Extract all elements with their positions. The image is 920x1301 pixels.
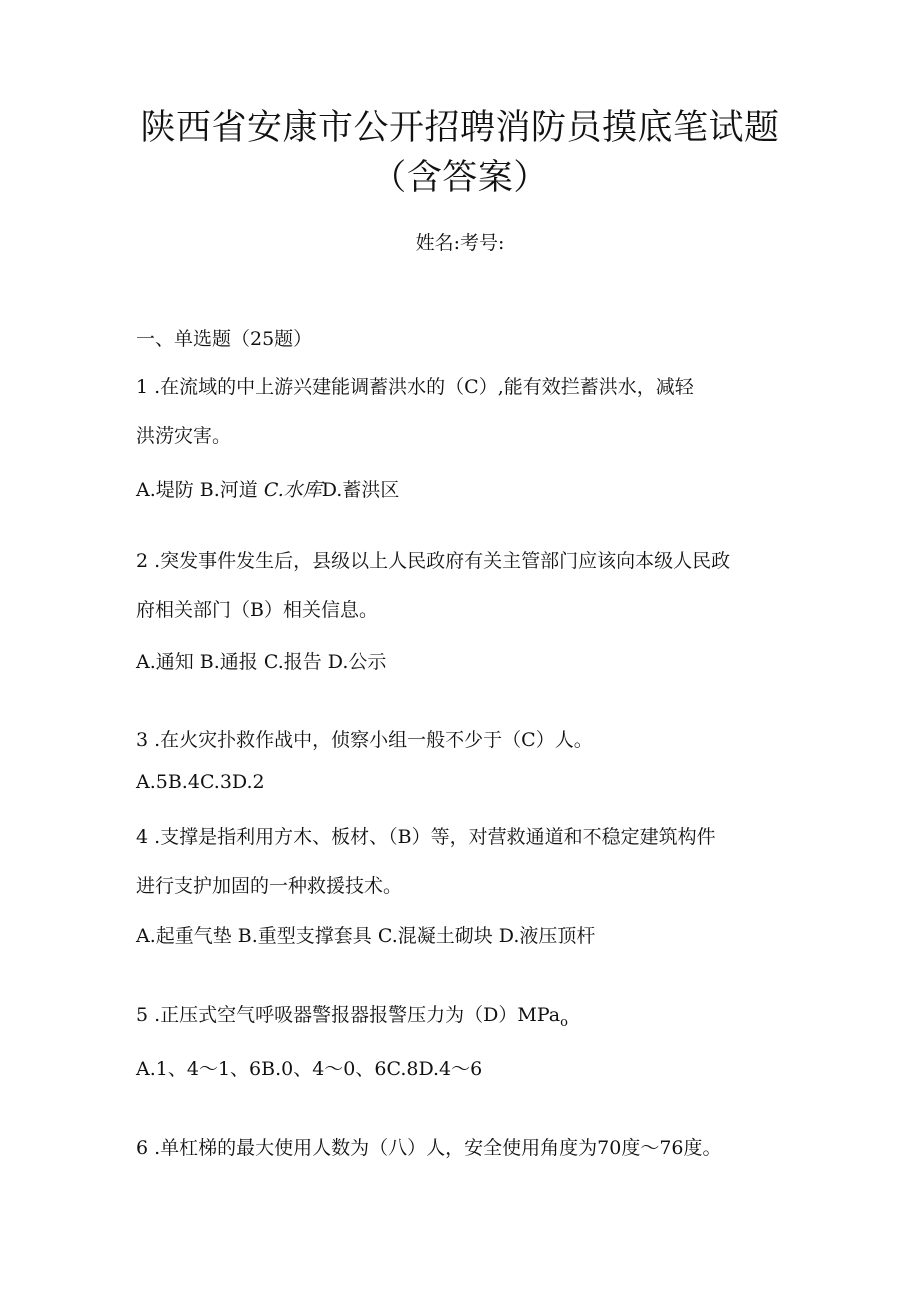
- document-title-subtitle: （含答案）: [371, 158, 549, 198]
- question-5-stem: [136, 1003, 568, 1035]
- question-2-options: A.通知 B.通报 C.报告 D.公示: [136, 651, 387, 673]
- question-5-options: A.1、4～1、6B.0、4～0、6C.8D.4～6: [136, 1058, 483, 1080]
- question-4-stem-cont: 进行支护加固的一种救援技术。: [136, 875, 403, 897]
- question-4-stem: 4 .支撑是指利用方木、板材、（B）等，对营救通道和不稳定建筑构件: [136, 826, 716, 848]
- question-2-stem-cont: 府相关部门（B）相关信息。: [136, 599, 378, 621]
- question-5-stem-suffix: o: [560, 1014, 568, 1030]
- question-3-options: A.5B.4C.3D.2: [136, 771, 265, 793]
- document-title: 陕西省安康市公开招聘消防员摸底笔试题: [140, 108, 780, 148]
- question-1-stem: 1 .在流域的中上游兴建能调蓄洪水的（C）,能有效拦蓄洪水，减轻: [136, 376, 694, 398]
- question-1-option-c: C.水库: [263, 479, 322, 501]
- question-2-stem: 2 .突发事件发生后，县级以上人民政府有关主管部门应该向本级人民政: [136, 550, 731, 572]
- question-5-stem-text: 5 .正压式空气呼吸器警报器报警压力为（D）MPa: [136, 1004, 561, 1026]
- question-4-options: A.起重气垫 B.重型支撑套具 C.混凝土砌块 D.液压顶杆: [136, 925, 596, 947]
- name-id-fields: 姓名:考号:: [415, 232, 505, 254]
- question-1-stem-cont: 洪涝灾害。: [136, 425, 232, 447]
- question-1-options-ab: A.堤防 B.河道: [136, 479, 264, 501]
- section-heading: 一、单选题（25题）: [136, 328, 313, 350]
- question-6-stem: 6 .单杠梯的最大使用人数为（八）人，安全使用角度为70度～76度。: [136, 1137, 722, 1159]
- question-1-options: [136, 478, 399, 502]
- question-1-option-d: D.蓄洪区: [321, 479, 400, 501]
- question-3-stem: 3 .在火灾扑救作战中，侦察小组一般不少于（C）人。: [136, 729, 593, 751]
